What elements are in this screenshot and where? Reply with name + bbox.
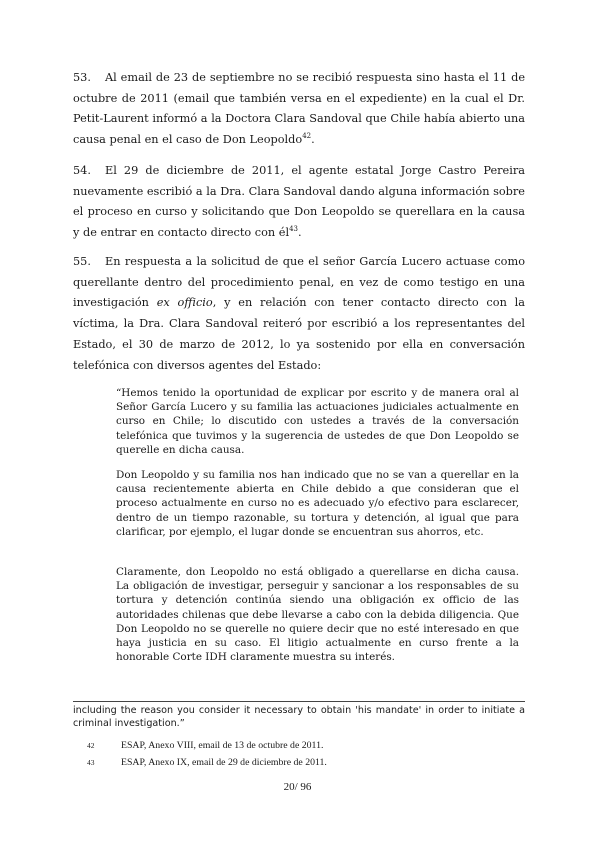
paragraph-55 xyxy=(73,252,525,376)
footnote-continuation: including the reason you consider it necessary to obtain 'his mandate' in order to initiate a criminal investigation.” xyxy=(73,705,525,729)
paragraph-number: 53. xyxy=(73,71,91,84)
block-quote-paragraph-3: Claramente, don Leopoldo no está obligado a querellarse en dicha causa. La obligación de investigar, perseguir y sancionar a los responsables de su tortura y detención continúa siendo una obligación ex officio de las autoridades chilenas que debe llevarse a cabo con la debida diligencia. Que Don Leopoldo no se querelle no quiere decir que no esté interesado en que haya justicia en su caso. El litigio actualmente en curso frente a la honorable Corte IDH claramente muestra su interés. xyxy=(116,566,519,664)
italic-term: ex officio xyxy=(156,296,213,310)
footnote-number: 43 xyxy=(87,758,95,767)
footnote-separator xyxy=(73,701,525,702)
paragraph-text: En respuesta a la solicitud de que el señor García Lucero actuase como querellante dentro del procedimiento penal, en vez de como testigo en una investigación xyxy=(73,255,525,310)
paragraph-text-continued: , y en relación con tener contacto directo con la víctima, la Dra. Clara Sandoval reiteró por escribió a los representantes del Estado, el 30 de marzo de 2012, lo ya sostenido por ella en conversación telefónica con diversos agentes del Estado: xyxy=(73,296,525,372)
footnote-number: 42 xyxy=(87,741,95,750)
paragraph-text: El 29 de diciembre de 2011, el agente estatal Jorge Castro Pereira nuevamente escribió a la Dra. Clara Sandoval dando alguna información sobre el proceso en curso y solicitando que Don Leopoldo se querellara en la causa y de entrar en contacto directo con él xyxy=(73,164,525,240)
block-quote-paragraph-2: Don Leopoldo y su familia nos han indicado que no se van a querellar en la causa recientemente abierta en Chile debido a que consideran que el proceso actualmente en curso no es adecuado y/o efectivo para esclarecer, dentro de un tiempo razonable, su tortura y detención, al igual que para clarificar, por ejemplo, el lugar donde se encuentran sus ahorros, etc. xyxy=(116,469,519,538)
footnote-text: ESAP, Anexo VIII, email de 13 de octubre de 2011. xyxy=(121,740,324,751)
paragraph-number: 55. xyxy=(73,255,91,268)
paragraph-number: 54. xyxy=(73,164,91,177)
paragraph-tail: . xyxy=(298,226,302,240)
page-number: 20/ 96 xyxy=(283,781,312,793)
paragraph-53 xyxy=(73,68,525,151)
footnote-43 xyxy=(73,757,525,769)
paragraph-tail: . xyxy=(311,133,315,147)
footnote-text: ESAP, Anexo IX, email de 29 de diciembre de 2011. xyxy=(121,757,327,768)
footnote-ref-42[interactable]: 42 xyxy=(302,132,312,141)
paragraph-text: Al email de 23 de septiembre no se recibió respuesta sino hasta el 11 de octubre de 2011 (email que también versa en el expediente) en la cual el Dr. Petit-Laurent informó a la Doctora Clara Sandoval que Chile había abierto una causa penal en el caso de Don Leopoldo xyxy=(73,71,525,147)
footnote-42 xyxy=(73,740,525,752)
paragraph-54 xyxy=(73,161,525,244)
footnote-ref-43[interactable]: 43 xyxy=(289,225,299,234)
block-quote-paragraph-1: “Hemos tenido la oportunidad de explicar por escrito y de manera oral al Señor García Lucero y su familia las actuaciones judiciales actualmente en curso en Chile; lo discutido con ustedes a través de la conversación telefónica que tuvimos y la sugerencia de ustedes de que Don Leopoldo se querelle en dicha causa. xyxy=(116,387,519,456)
